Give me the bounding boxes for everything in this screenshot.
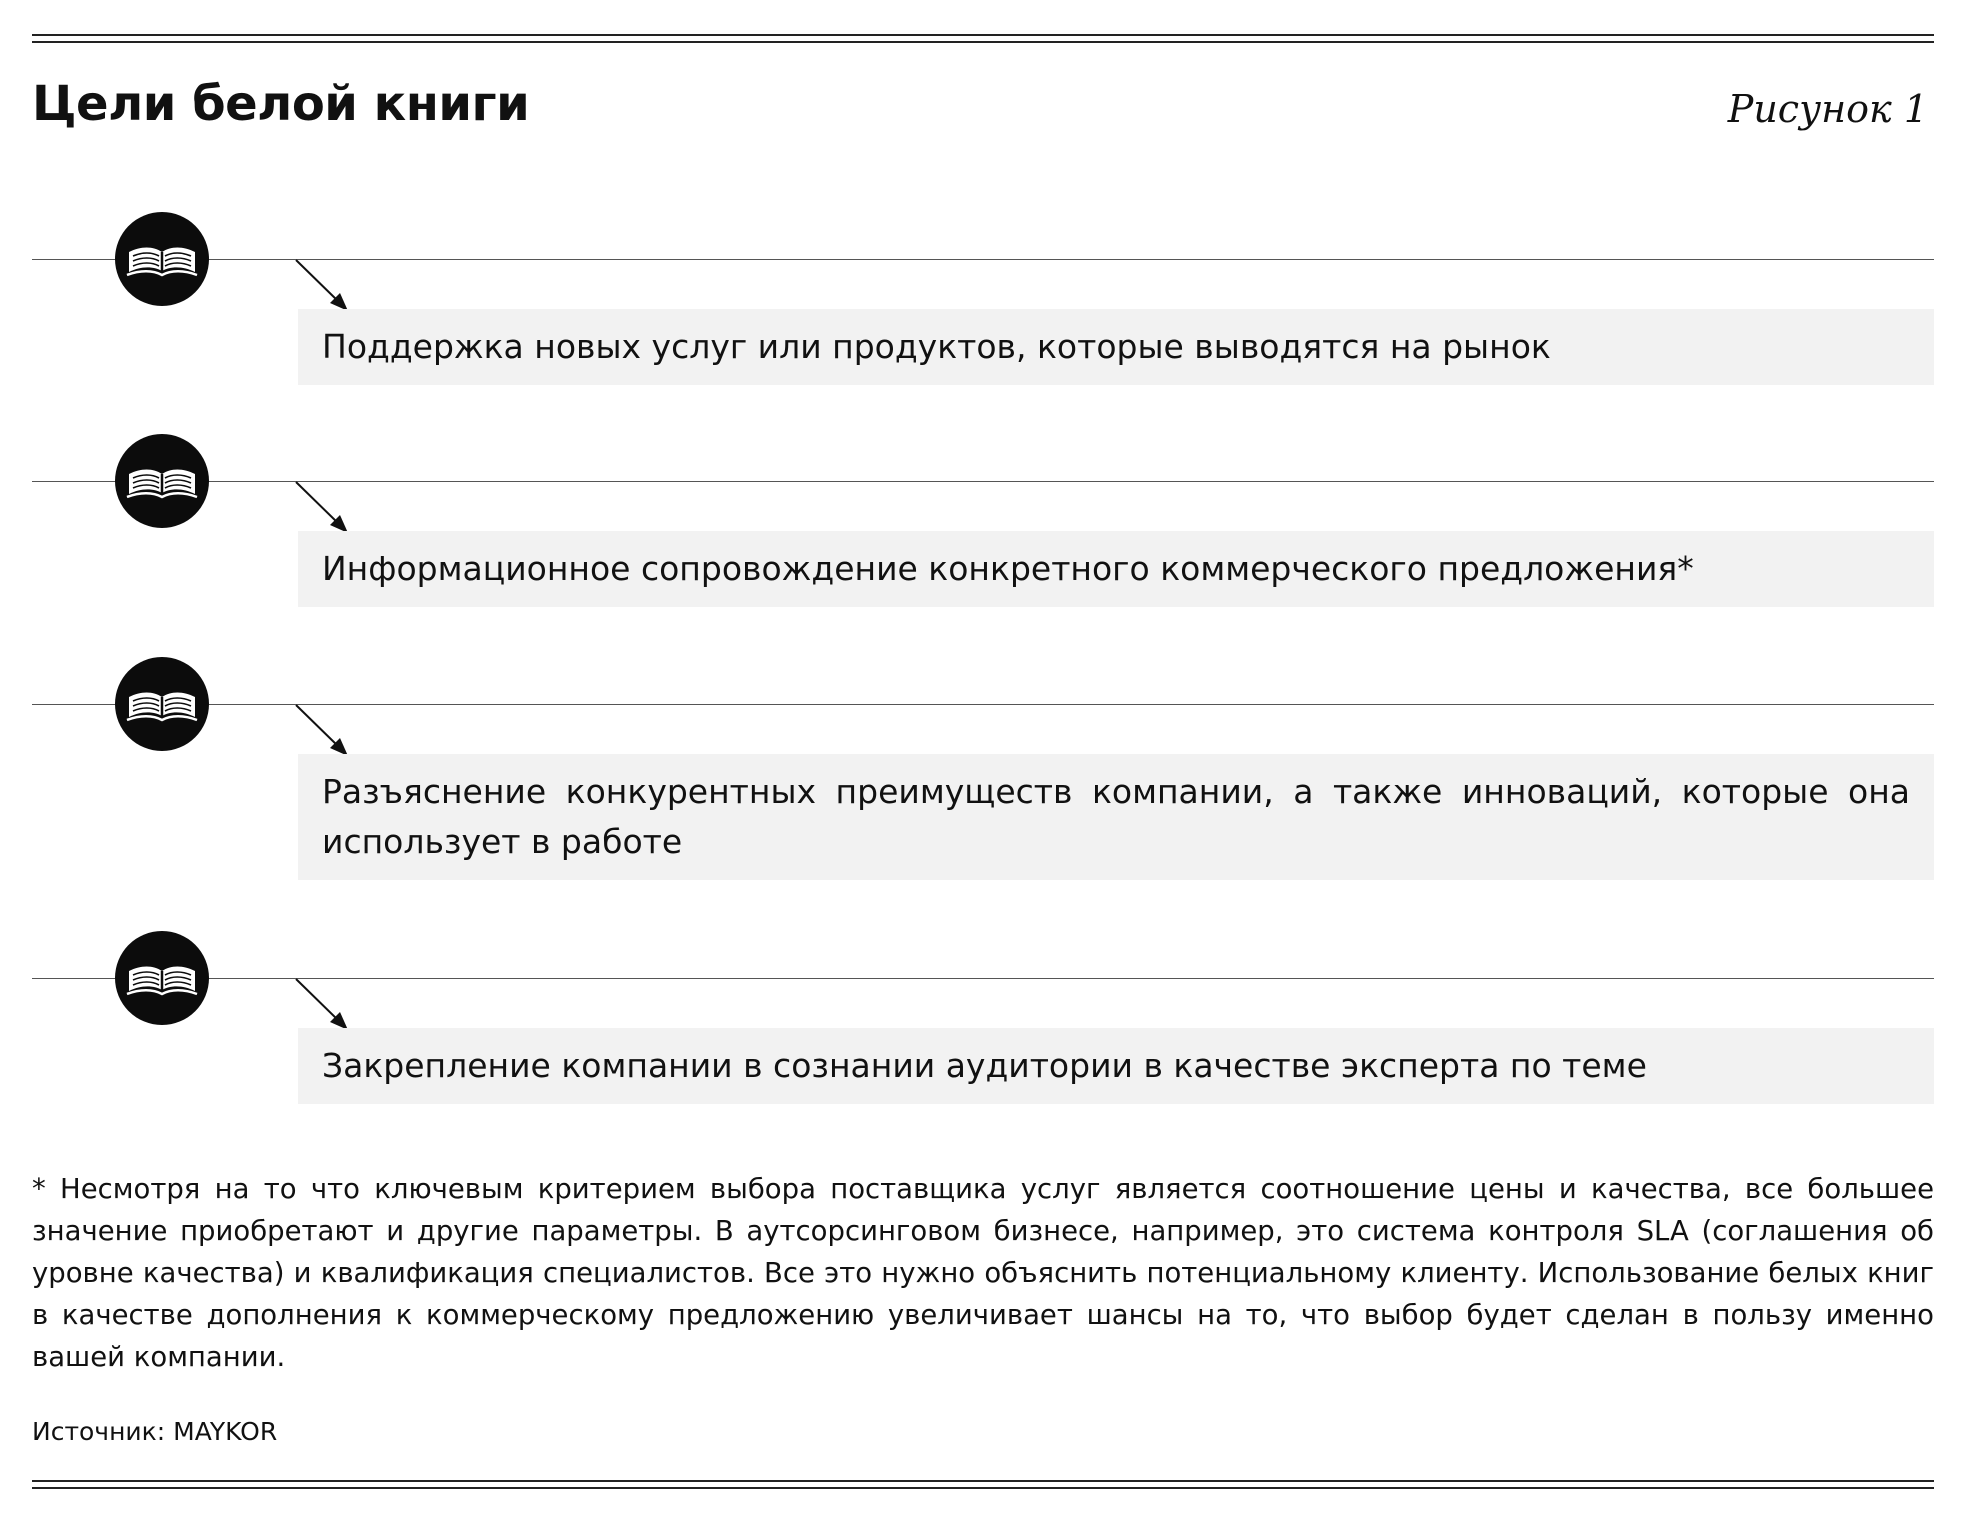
goal-box [298, 754, 1934, 880]
arrow-down-right-icon [294, 481, 354, 537]
goal-text: Поддержка новых услуг или продуктов, которые выводятся на рынок [322, 327, 1551, 366]
goal-box [298, 531, 1934, 607]
figure-label: Рисунок 1 [1727, 87, 1928, 131]
open-book-icon [115, 657, 209, 751]
goal-text: Закрепление компании в сознании аудитории в качестве эксперта по теме [322, 1046, 1647, 1085]
source-note: Источник: MAYKOR [32, 1417, 278, 1446]
top-double-rule [32, 34, 1934, 43]
page-title: Цели белой книги [32, 76, 530, 132]
goal-box [298, 1028, 1934, 1104]
open-book-icon [115, 931, 209, 1025]
open-book-icon [115, 212, 209, 306]
arrow-down-right-icon [294, 704, 354, 760]
arrow-down-right-icon [294, 978, 354, 1034]
bottom-double-rule [32, 1480, 1934, 1489]
open-book-icon [115, 434, 209, 528]
goal-box [298, 309, 1934, 385]
goal-text: Информационное сопровождение конкретного коммерческого предложения* [322, 549, 1694, 588]
arrow-down-right-icon [294, 259, 354, 315]
footnote: * Несмотря на то что ключевым критерием выбора поставщика услуг является соотношение цены и качества, все большее значение приобретают и другие параметры. В аутсорсинговом бизнесе, например, это система контроля SLA (соглашения об уровне качества) и квалификация специалистов. Все это нужно объяснить потенциальному клиенту. Использование белых книг в качестве дополнения к коммерческому предложению увеличивает шансы на то, что выбор будет сделан в пользу именно вашей компании. [32, 1173, 1934, 1373]
goal-text: Разъяснение конкурентных преимуществ компании, а также инноваций, которые она использует в работе [322, 772, 1910, 861]
